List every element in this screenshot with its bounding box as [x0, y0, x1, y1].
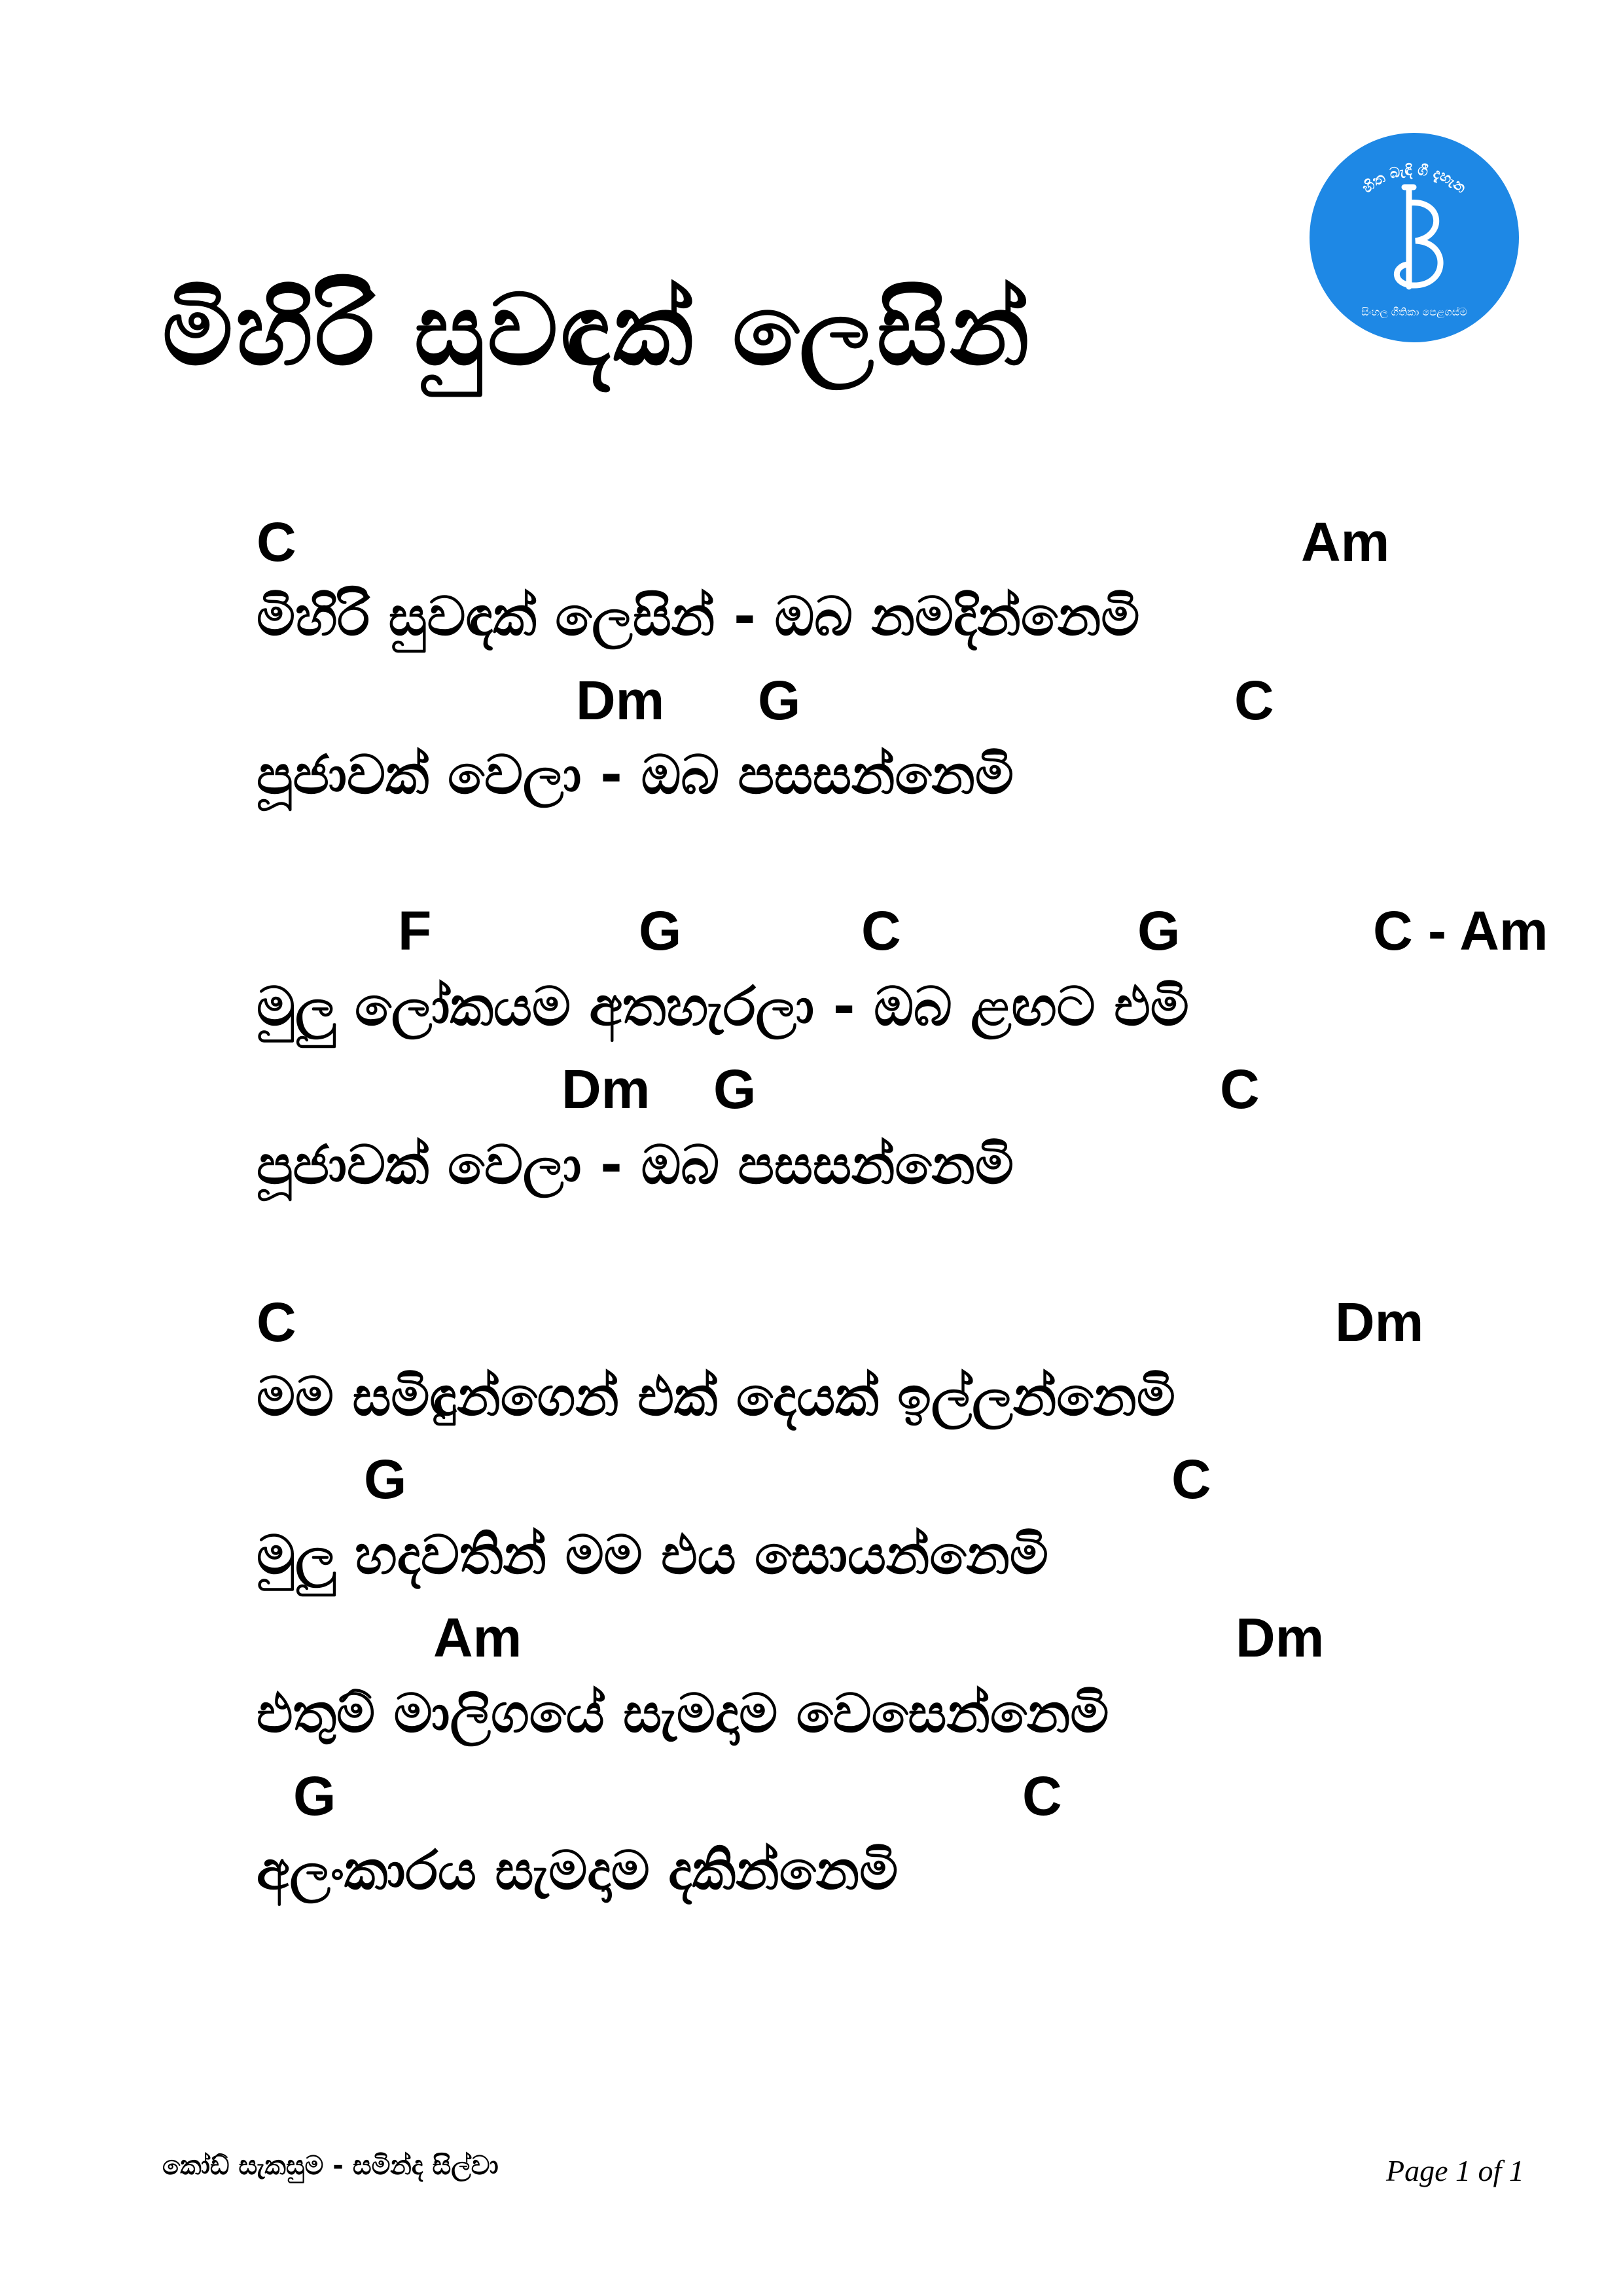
logo-bottom-text: සිංහල ගීතිකා පෙළගස්ම: [1361, 306, 1467, 318]
chord: C: [1234, 670, 1274, 731]
chord: G: [758, 670, 801, 731]
chord: C: [257, 511, 296, 573]
page-number: Page 1 of 1: [1386, 2154, 1524, 2187]
chord: C: [1022, 1765, 1062, 1827]
lyric-line: පූජාවක් වෙලා - ඔබ පසසන්නෙමි: [257, 744, 1014, 806]
chord: Dm: [576, 670, 665, 731]
lyric-line: පූජාවක් වෙලා - ඔබ පසසන්නෙමි: [257, 1134, 1014, 1196]
chord: C: [257, 1291, 296, 1353]
chord: G: [639, 900, 682, 961]
lyric-line: මුලු ලෝකයම අතහැරලා - ඔබ ළඟට එමි: [257, 976, 1189, 1038]
lyric-line: අලංකාරය සැමදාම දකින්නෙමි: [257, 1840, 899, 1902]
lyric-line: මිහිරි සුවඳක් ලෙසින් - ඔබ නමදින්නෙමි: [257, 586, 1140, 648]
chord: Dm: [1335, 1291, 1424, 1353]
lyric-line: එතුම් මාලිගයේ සැමදාම වෙසෙන්නෙමි: [257, 1683, 1109, 1745]
footer-credit: කෝඩ් සැකසුම - සමින්ද සිල්වා: [162, 2151, 499, 2181]
chord: Am: [433, 1607, 522, 1668]
chord: Am: [1301, 511, 1390, 573]
chord: G: [293, 1765, 336, 1827]
logo: [1308, 131, 1521, 344]
chord: G: [1137, 900, 1181, 961]
chord: G: [364, 1448, 407, 1510]
chord: Dm: [1236, 1607, 1325, 1668]
chord: C: [1171, 1448, 1211, 1510]
chord: F: [398, 900, 432, 961]
logo-ring-text: හිත බැඳි ගී දැහැන: [1359, 162, 1469, 197]
song-title: මිහිරි සුවඳක් ලෙසින්: [162, 274, 1033, 387]
chord: C: [861, 900, 901, 961]
chord: Dm: [562, 1058, 651, 1120]
chord: G: [713, 1058, 757, 1120]
chord: C - Am: [1373, 900, 1548, 961]
lyric-line: මම සමිඳුන්ගෙන් එක් දෙයක් ඉල්ලන්නෙමි: [257, 1366, 1175, 1428]
chord: C: [1220, 1058, 1260, 1120]
lyric-line: මුලු හදවතින් මම එය සොයන්නෙමි: [257, 1524, 1048, 1587]
